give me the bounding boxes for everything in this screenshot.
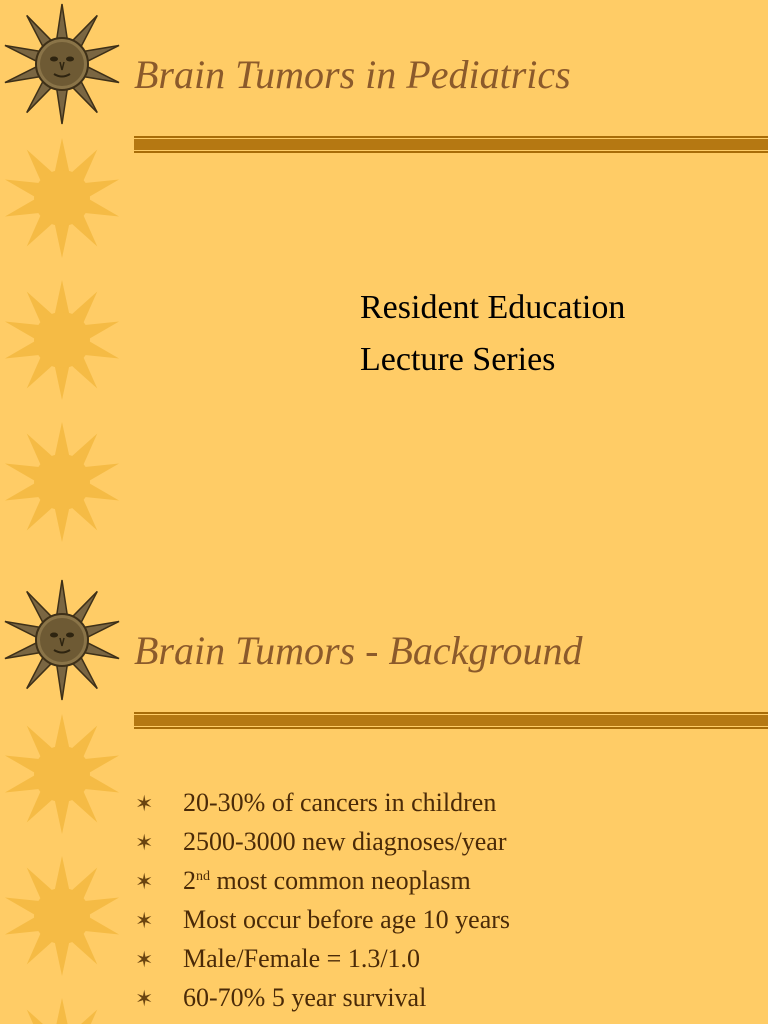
star-bullet-icon: ✶ xyxy=(135,986,154,1011)
subtitle-line: Lecture Series xyxy=(360,341,556,378)
list-item xyxy=(135,788,510,827)
bullet-text: 60-70% 5 year survival xyxy=(183,983,427,1012)
ordinal-superscript: nd xyxy=(196,869,210,884)
slide-title: Brain Tumors in Pediatrics xyxy=(134,52,571,97)
sun-icon xyxy=(0,420,124,544)
star-bullet-icon: ✶ xyxy=(135,908,154,933)
star-bullet-icon: ✶ xyxy=(135,791,154,816)
title-rule xyxy=(134,712,768,729)
sun-icon xyxy=(0,712,124,836)
bullet-text-prefix: 2 xyxy=(183,866,196,895)
sun-icon xyxy=(0,854,124,978)
bullet-list xyxy=(135,788,510,1022)
list-item xyxy=(135,866,510,905)
bullet-text: Male/Female = 1.3/1.0 xyxy=(183,944,421,973)
slide-subtitle xyxy=(360,282,625,386)
sun-icon xyxy=(0,278,124,402)
subtitle-line: Resident Education xyxy=(360,289,626,326)
bullet-text: most common neoplasm xyxy=(210,866,471,895)
face-sun-icon xyxy=(0,578,124,702)
title-rule xyxy=(134,136,768,153)
slide-title: Brain Tumors - Background xyxy=(134,628,583,673)
star-bullet-icon: ✶ xyxy=(135,830,154,855)
face-sun-icon xyxy=(0,2,124,126)
list-item xyxy=(135,944,510,983)
bullet-text: Most occur before age 10 years xyxy=(183,905,511,934)
star-bullet-icon: ✶ xyxy=(135,947,154,972)
slide-2 xyxy=(0,576,768,1024)
sun-icon xyxy=(0,136,124,260)
sun-icon xyxy=(0,996,124,1024)
list-item xyxy=(135,905,510,944)
list-item xyxy=(135,983,510,1022)
star-bullet-icon: ✶ xyxy=(135,869,154,894)
list-item xyxy=(135,827,510,866)
bullet-text: 2500-3000 new diagnoses/year xyxy=(183,827,507,856)
bullet-text: 20-30% of cancers in children xyxy=(183,788,497,817)
